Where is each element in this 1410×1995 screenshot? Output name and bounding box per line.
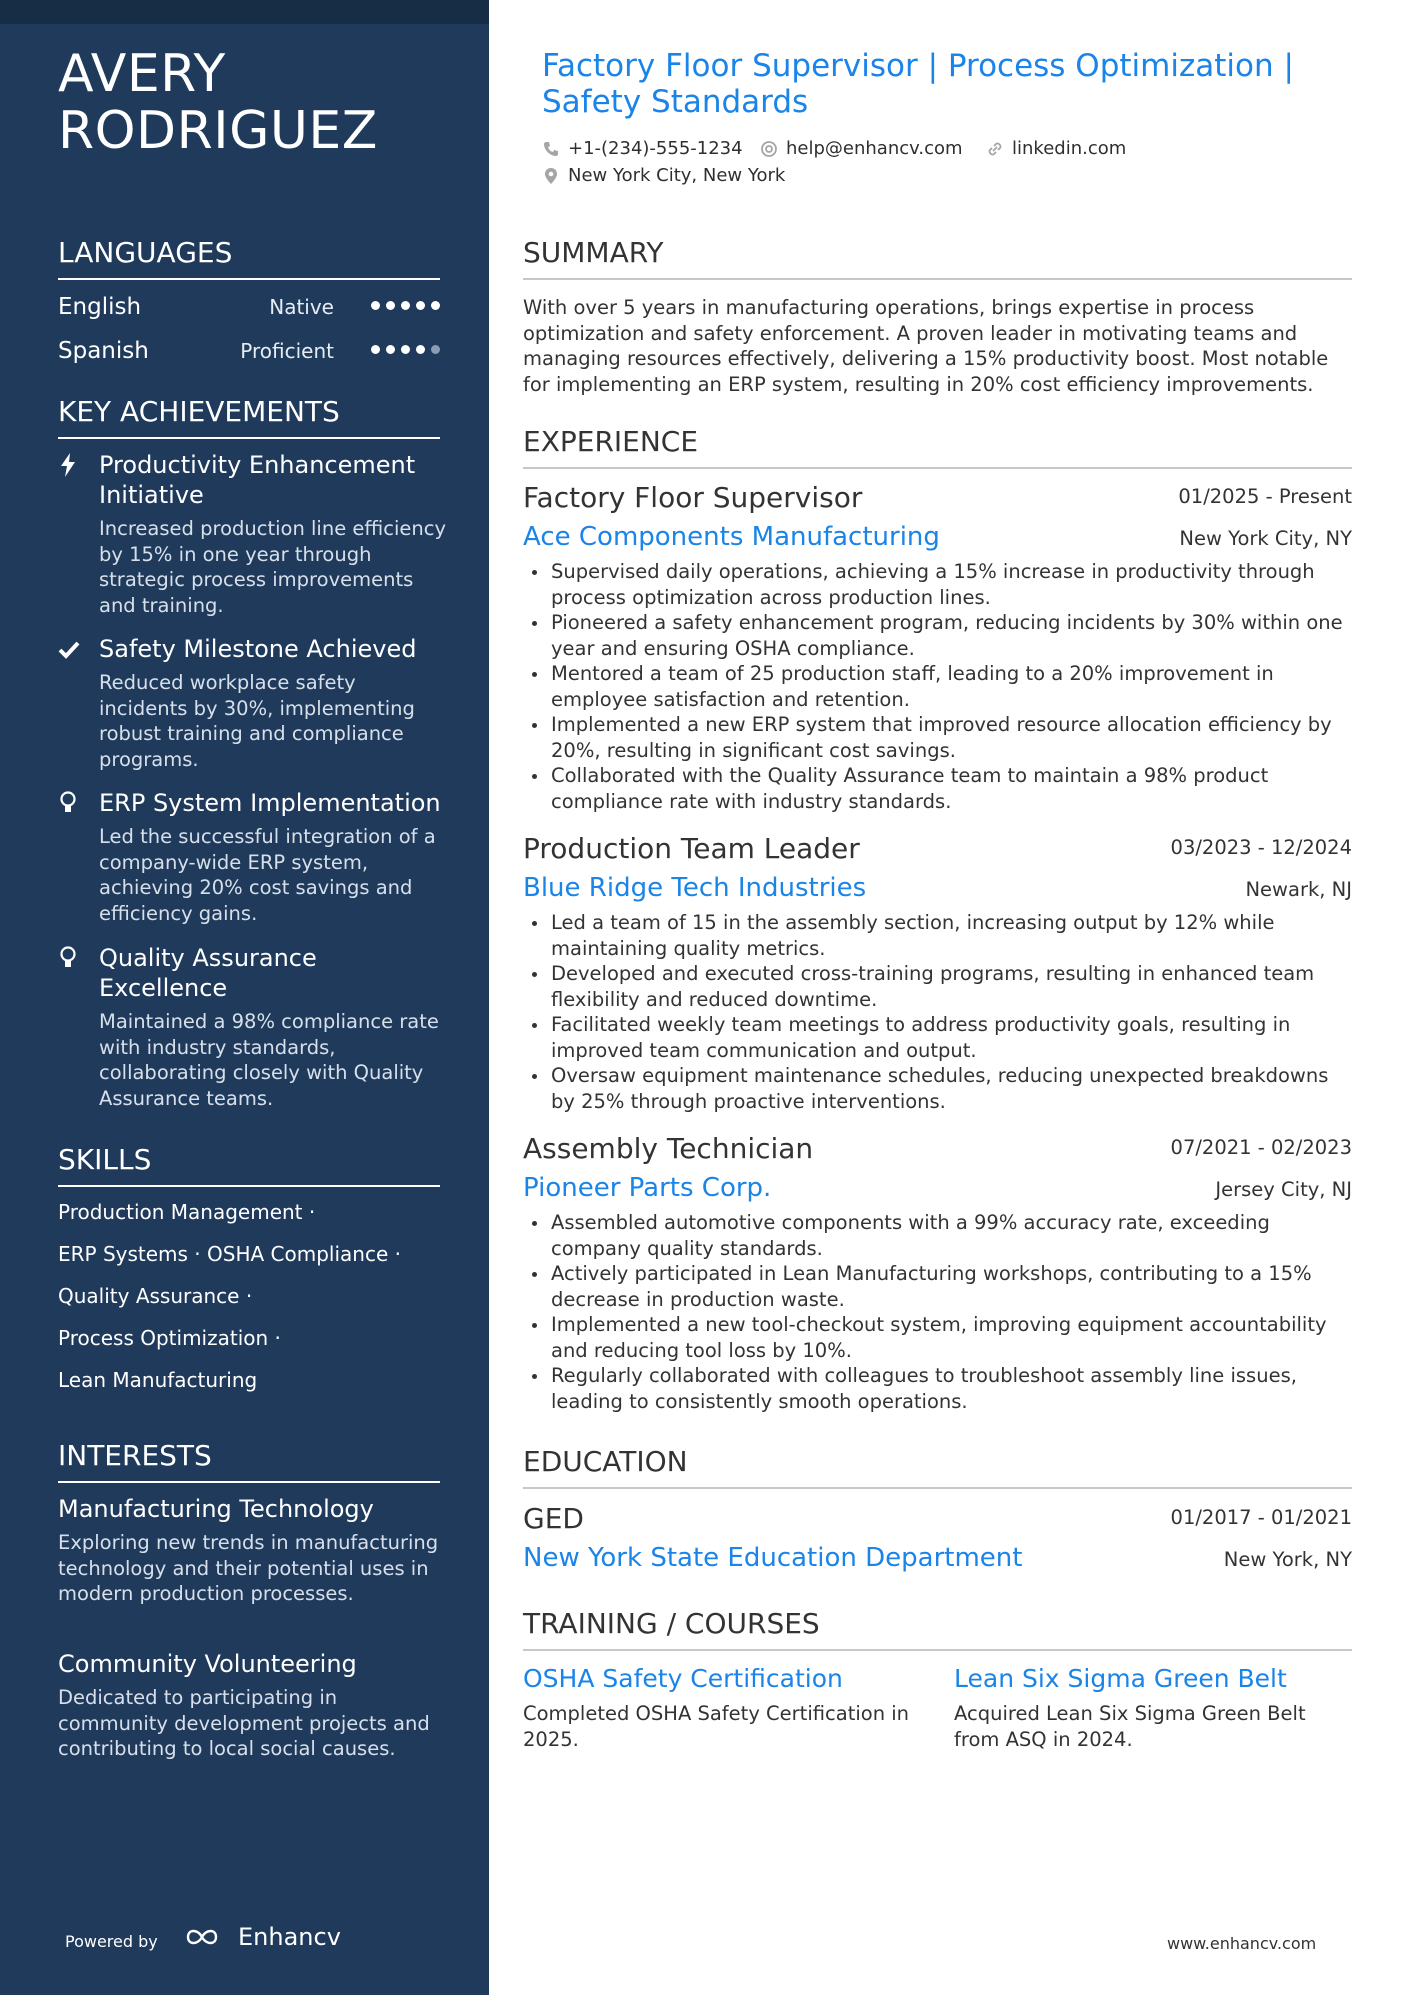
job-company[interactable]: Ace Components Manufacturing [523, 522, 940, 552]
achievement-title: Productivity Enhancement Initiative [99, 451, 416, 509]
job-bullet: Implemented a new ERP system that improved resource allocation efficiency by 20%, resulting in significant cost savings. [523, 712, 1352, 763]
course-item [523, 1663, 923, 1752]
skill-line: Production Management · [58, 1200, 316, 1224]
rating-dot [386, 345, 395, 354]
contact-phone[interactable] [542, 137, 743, 161]
job-bullet: Collaborated with the Quality Assurance team to maintain a 98% product compliance rate with industry standards. [523, 763, 1352, 814]
sidebar [0, 0, 489, 1995]
job-entry [523, 481, 1352, 814]
interest-item [58, 1649, 443, 1762]
achievement-item [58, 943, 448, 1111]
checkmark-icon [58, 636, 80, 662]
enhancv-logo-text: Enhancv [238, 1923, 341, 1951]
job-entry [523, 1132, 1352, 1414]
enhancv-logo-icon [184, 1924, 230, 1950]
rating-dot [401, 345, 410, 354]
rating-dot [371, 301, 380, 310]
job-bullet: Oversaw equipment maintenance schedules, reducing unexpected breakdowns by 25% through proactive interventions. [523, 1063, 1352, 1114]
job-dates: 01/2025 - Present [1178, 485, 1352, 508]
course-desc: Acquired Lean Six Sigma Green Belt from ASQ in 2024. [954, 1702, 1306, 1751]
achievement-item [58, 788, 448, 926]
job-location: New York City, NY [1179, 527, 1352, 550]
course-desc: Completed OSHA Safety Certification in 2025. [523, 1702, 910, 1751]
job-title: Factory Floor Supervisor [523, 481, 863, 514]
phone-icon [542, 140, 560, 158]
achievement-item [58, 634, 448, 772]
name-last: RODRIGUEZ [58, 101, 378, 161]
rating-dot [416, 345, 425, 354]
location-pin-icon [542, 167, 560, 185]
job-bullet: Assembled automotive components with a 99% accuracy rate, exceeding company quality standards. [523, 1210, 1352, 1261]
job-bullet: Actively participated in Lean Manufacturing workshops, contributing to a 15% decrease in production waste. [523, 1261, 1352, 1312]
job-bullet: Supervised daily operations, achieving a 15% increase in productivity through process optimization across production lines. [523, 559, 1352, 610]
job-bullet: Facilitated weekly team meetings to address productivity goals, resulting in improved team communication and output. [523, 1012, 1352, 1063]
email-text: help@enhancv.com [786, 138, 963, 159]
interest-item [58, 1494, 443, 1607]
achievements-heading: KEY ACHIEVEMENTS [58, 395, 440, 439]
achievement-desc: Reduced workplace safety incidents by 30%, implementing robust training and compliance programs. [99, 671, 415, 771]
website-link[interactable]: www.enhancv.com [1167, 1934, 1317, 1953]
job-location: Jersey City, NJ [1215, 1178, 1352, 1201]
job-bullet: Mentored a team of 25 production staff, leading to a 20% improvement in employee satisfaction and retention. [523, 661, 1352, 712]
skill-line: ERP Systems · OSHA Compliance · [58, 1242, 401, 1266]
language-level: Proficient [240, 339, 334, 363]
job-bullet: Regularly collaborated with colleagues to troubleshoot assembly line issues, leading to consistently smooth operations. [523, 1363, 1352, 1414]
education-location: New York, NY [1223, 1548, 1352, 1571]
location-text: New York City, New York [568, 165, 786, 186]
language-rating [371, 345, 440, 357]
experience-heading: EXPERIENCE [523, 425, 1352, 469]
rating-dot [401, 301, 410, 310]
rating-dot-empty [431, 345, 440, 354]
contact-location [542, 164, 785, 188]
interest-title: Manufacturing Technology [58, 1495, 374, 1523]
job-bullet: Pioneered a safety enhancement program, reducing incidents by 30% within one year and ensuring OSHA compliance. [523, 610, 1352, 661]
rating-dot [371, 345, 380, 354]
education-heading: EDUCATION [523, 1445, 1352, 1489]
course-item [954, 1663, 1354, 1752]
link-icon [986, 140, 1004, 158]
job-dates: 07/2021 - 02/2023 [1170, 1136, 1352, 1159]
linkedin-text: linkedin.com [1012, 138, 1127, 159]
job-bullets [523, 559, 1352, 814]
job-company[interactable]: Pioneer Parts Corp. [523, 1173, 772, 1203]
job-bullets [523, 1210, 1352, 1414]
enhancv-logo[interactable] [184, 1923, 341, 1951]
job-bullet: Led a team of 15 in the assembly section, increasing output by 12% while maintaining quality metrics. [523, 910, 1352, 961]
job-dates: 03/2023 - 12/2024 [1170, 836, 1352, 859]
candidate-name [58, 46, 458, 160]
name-first: AVERY [58, 44, 226, 104]
rating-dot [386, 301, 395, 310]
languages-heading: LANGUAGES [58, 236, 440, 280]
skill-line: Quality Assurance · [58, 1284, 253, 1308]
lightbulb-icon [58, 790, 80, 816]
course-title[interactable]: Lean Six Sigma Green Belt [954, 1664, 1287, 1693]
headline: Factory Floor Supervisor | Process Optimization | Safety Standards [542, 48, 1294, 120]
job-location: Newark, NJ [1245, 878, 1352, 901]
achievement-desc: Led the successful integration of a company-wide ERP system, achieving 20% cost savings and efficiency gains. [99, 825, 436, 925]
achievement-desc: Increased production line efficiency by 15% in one year through strategic process improvements and training. [99, 517, 447, 617]
degree: GED [523, 1502, 584, 1535]
interest-title: Community Volunteering [58, 1650, 357, 1678]
education-entry [523, 1502, 1352, 1574]
job-company[interactable]: Blue Ridge Tech Industries [523, 873, 867, 903]
language-name: Spanish [58, 338, 149, 364]
language-name: English [58, 294, 142, 320]
language-row [58, 336, 440, 366]
rating-dot [431, 301, 440, 310]
language-rating [371, 301, 440, 313]
sidebar-top-strip [0, 0, 489, 24]
achievement-title: Safety Milestone Achieved [99, 635, 417, 663]
contact-email[interactable] [760, 137, 963, 161]
interest-desc: Dedicated to participating in community development projects and contributing to local social causes. [58, 1686, 430, 1760]
achievement-desc: Maintained a 98% compliance rate with industry standards, collaborating closely with Quality Assurance teams. [99, 1010, 439, 1110]
language-row [58, 292, 440, 322]
phone-text: +1-(234)-555-1234 [568, 138, 743, 159]
achievement-item [58, 450, 448, 618]
job-bullet: Implemented a new tool-checkout system, improving equipment accountability and reducing tool loss by 10%. [523, 1312, 1352, 1363]
summary-text: With over 5 years in manufacturing operations, brings expertise in process optimization and safety enforcement. A proven leader in motivating teams and managing resources effectively, delivering a 15% productivity boost. Most notable for implementing an ERP system, resulting in 20% cost efficiency improvements. [523, 296, 1329, 396]
job-bullets [523, 910, 1352, 1114]
at-icon [760, 140, 778, 158]
interests-heading: INTERESTS [58, 1439, 440, 1483]
lightbulb-icon [58, 945, 80, 971]
rating-dot [416, 301, 425, 310]
job-entry [523, 832, 1352, 1114]
course-title[interactable]: OSHA Safety Certification [523, 1664, 843, 1693]
achievement-title: Quality Assurance Excellence [99, 944, 317, 1002]
skill-line: Lean Manufacturing [58, 1368, 258, 1392]
job-title: Production Team Leader [523, 832, 860, 865]
language-level: Native [269, 295, 334, 319]
job-title: Assembly Technician [523, 1132, 814, 1165]
interest-desc: Exploring new trends in manufacturing technology and their potential uses in modern production processes. [58, 1531, 439, 1605]
powered-by-label: Powered by [65, 1932, 158, 1951]
job-bullet: Developed and executed cross-training programs, resulting in enhanced team flexibility and reduced downtime. [523, 961, 1352, 1012]
education-dates: 01/2017 - 01/2021 [1170, 1506, 1352, 1529]
school[interactable]: New York State Education Department [523, 1543, 1023, 1573]
summary-heading: SUMMARY [523, 236, 1352, 280]
skills-heading: SKILLS [58, 1143, 440, 1187]
training-heading: TRAINING / COURSES [523, 1607, 1352, 1651]
lightning-icon [58, 452, 80, 478]
skill-line: Process Optimization · [58, 1326, 281, 1350]
contact-linkedin[interactable] [986, 137, 1126, 161]
achievement-title: ERP System Implementation [99, 789, 441, 817]
